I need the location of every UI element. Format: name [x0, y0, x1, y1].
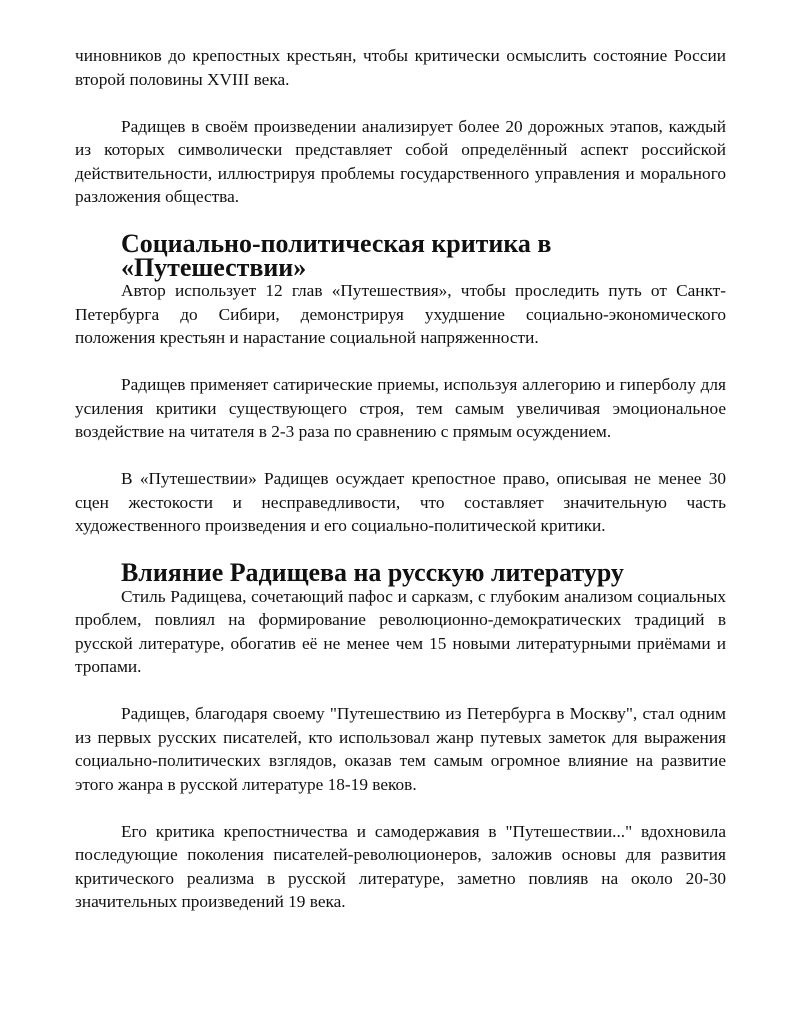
paragraph-satire: Радищев применяет сатирические приемы, используя аллегорию и гиперболу для усиления критики существующего строя, тем самым увеличивая эмоциональное воздействие на читателя в 2-3 раза по сравнению с прямым осуждением. [75, 375, 726, 441]
paragraph-travel-genre: Радищев, благодаря своему "Путешествию из Петербурга в Москву", стал одним из первых русских писателей, кто использовал жанр путевых заметок для выражения социально-политических взглядов, оказав тем самым огромное влияние на развитие этого жанра в русской литературе 18-19 веков. [75, 704, 726, 794]
paragraph-chapters: Автор использует 12 глав «Путешествия», чтобы проследить путь от Санкт-Петербурга до Сибири, демонстрируя ухудшение социально-экономического положения крестьян и нарастание социальной напряженности. [75, 281, 726, 347]
paragraph-style: Стиль Радищева, сочетающий пафос и сарказм, с глубоким анализом социальных проблем, повлиял на формирование революционно-демократических традиций в русской литературе, обогатив её не менее чем 15 новыми литературными приёмами и тропами. [75, 586, 726, 676]
section-heading-criticism: Социально-политическая критика в «Путешествии» [121, 229, 552, 282]
section-heading-influence: Влияние Радищева на русскую литературу [121, 558, 624, 587]
paragraph-legacy: Его критика крепостничества и самодержавия в "Путешествии..." вдохновила последующие поколения писателей-революционеров, заложив основы для развития критического реализма в русской литературе, заметно повлияв на около 20-30 значительных произведений 19 века. [75, 821, 726, 911]
paragraph-road-stages: Радищев в своём произведении анализирует более 20 дорожных этапов, каждый из которых символически представляет собой определённый аспект российской действительности, иллюстрируя проблемы государственного управления и морального разложения общества. [75, 116, 726, 206]
document-page [75, 44, 726, 914]
paragraph-serfdom: В «Путешествии» Радищев осуждает крепостное право, описывая не менее 30 сцен жестокости и несправедливости, что составляет значительную часть художественного произведения и его социально-политической критики. [75, 469, 726, 535]
paragraph-continuation: чиновников до крепостных крестьян, чтобы критически осмыслить состояние России второй половины XVIII века. [75, 46, 726, 89]
